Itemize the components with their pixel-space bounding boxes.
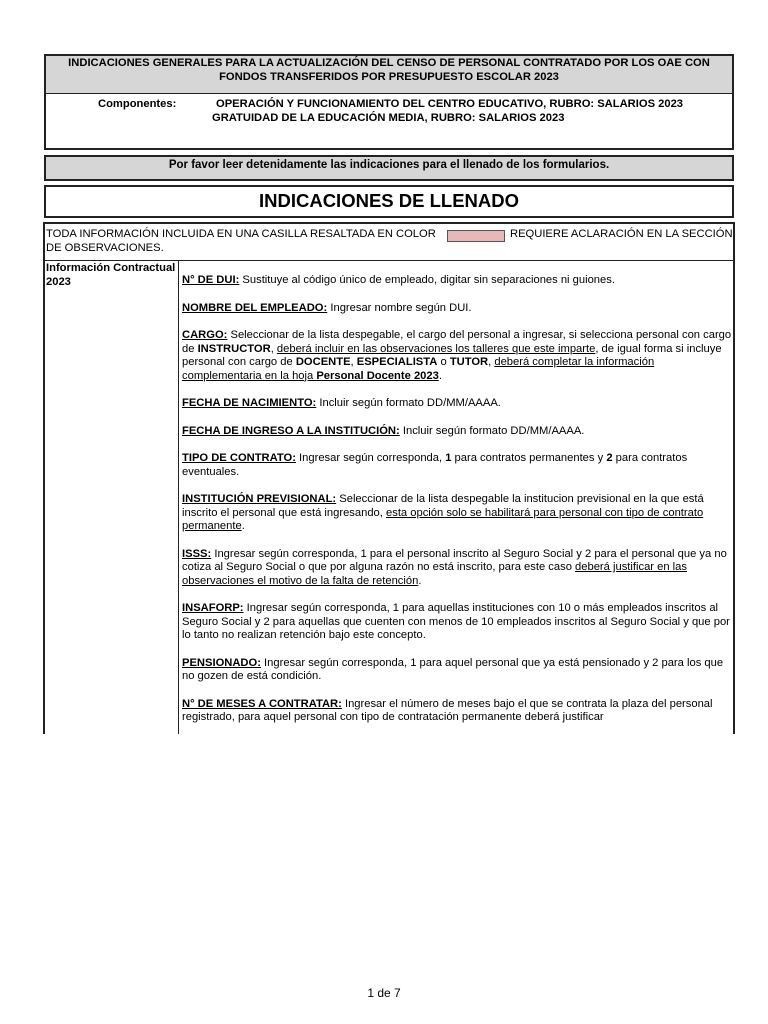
instructions-list (182, 274, 734, 734)
item-cargo (182, 329, 734, 383)
componente-1: OPERACIÓN Y FUNCIONAMIENTO DEL CENTRO EDUCATIVO, RUBRO: SALARIOS 2023 (216, 98, 684, 110)
page-number: 1 de 7 (367, 986, 401, 1000)
item-insaforp (182, 602, 734, 643)
item-cargo-label: CARGO: (182, 329, 228, 341)
item-pensionado-label: PENSIONADO: (182, 656, 261, 669)
item-ingreso-text: Incluir según formato DD/MM/AAAA. (399, 424, 585, 437)
item-isss-label: ISSS: (182, 547, 212, 560)
item-cargo-text: , (488, 356, 495, 368)
item-dui-text: Sustituye al código único de empleado, digitar sin separaciones ni guiones. (239, 274, 615, 286)
section-label: Información Contractual 2023 (46, 262, 176, 288)
cargo-tutor: TUTOR (449, 356, 489, 368)
instructions-table (43, 222, 735, 734)
item-nombre-text: Ingresar nombre según DUI. (327, 301, 472, 314)
column-divider (178, 260, 179, 734)
item-contrato-text: para contratos permanentes y (451, 452, 607, 464)
item-nombre (182, 302, 734, 316)
item-nacimiento-text: Incluir según formato DD/MM/AAAA. (316, 397, 501, 409)
cargo-note-1: deberá incluir en las observaciones los talleres que este imparte (276, 342, 596, 355)
componentes-label: Componentes: (98, 98, 177, 110)
highlight-note-text: TODA INFORMACIÓN INCLUIDA EN UNA CASILLA RESALTADA EN COLOR (46, 228, 436, 240)
item-contrato-text: para contratos eventuales. (182, 452, 688, 478)
item-cargo-text: Seleccionar de la lista despegable, el cargo del personal a ingresar, si selecciona personal con cargo de (182, 329, 732, 355)
item-nombre-label: NOMBRE DEL EMPLEADO: (182, 301, 328, 314)
item-isss-text: . (418, 574, 422, 587)
item-contrato-label: TIPO DE CONTRATO: (182, 452, 296, 464)
item-meses-label: N° DE MESES A CONTRATAR: (182, 697, 342, 710)
item-isss (182, 548, 734, 589)
cargo-especialista: ESPECIALISTA (356, 356, 438, 368)
item-isss-text: Ingresar según corresponda, 1 para el personal inscrito al Seguro Social y 2 para el personal que ya no cotiza al Seguro Social o que por alguna razón no está inscrito, para este caso (182, 547, 727, 573)
item-nacimiento (182, 397, 734, 411)
item-cargo-text: . (438, 369, 442, 382)
item-cargo-text: , de igual forma si incluye personal con cargo de (182, 342, 722, 368)
item-dui-label: N° DE DUI: (182, 274, 240, 286)
cargo-note-2: deberá completar la información complementaria en la hoja (182, 356, 655, 382)
item-meses (182, 698, 734, 725)
item-previsional-text: Seleccionar de la lista despegable la institucion previsional en la que está inscrito el personal que está ingresando, (182, 493, 704, 519)
cargo-docente: DOCENTE (295, 356, 351, 368)
cargo-sheet-name: Personal Docente 2023 (316, 369, 439, 382)
contrato-value-1: 1 (445, 452, 452, 464)
header-box (44, 54, 734, 150)
item-insaforp-text: Ingresar según corresponda, 1 para aquellas instituciones con 10 o más empleados inscritos al Seguro Social y 2 para aquellas que cuenten con menos de 10 empleados inscritos al Seguro Social y que por lo tanto no realizan retención bajo este concepto. (182, 602, 730, 641)
item-meses-text: Ingresar el número de meses bajo el que se contrata la plaza del personal registrado, para aquel personal con tipo de contratación permanente deberá justificar (182, 697, 713, 723)
highlight-color-swatch (447, 230, 505, 242)
cargo-instructor: INSTRUCTOR (197, 342, 271, 355)
row-divider (45, 260, 733, 261)
item-cargo-text: , (270, 342, 277, 355)
componente-2: GRATUIDAD DE LA EDUCACIÓN MEDIA, RUBRO: SALARIOS 2023 (212, 112, 565, 124)
item-cargo-text: o (437, 356, 450, 368)
highlight-note-text-2: REQUIERE ACLARACIÓN EN LA SECCIÓN (510, 228, 733, 240)
item-previsional-text: . (241, 520, 245, 532)
notice-banner: Por favor leer detenidamente las indicaciones para el llenado de los formularios. (44, 155, 734, 181)
isss-note: deberá justificar en las observaciones el motivo de la falta de retención (182, 561, 687, 587)
indicaciones-title: INDICACIONES DE LLENADO (44, 185, 734, 218)
previsional-note: esta opción solo se habilitará para personal con tipo de contrato permanente (182, 506, 704, 532)
item-contrato (182, 452, 734, 479)
item-pensionado (182, 657, 734, 684)
document-title: INDICACIONES GENERALES PARA LA ACTUALIZACIÓN DEL CENSO DE PERSONAL CONTRATADO POR LOS OAE CON FONDOS TRANSFERIDOS POR PRESUPUESTO ESCOLAR 2023 (46, 56, 732, 94)
item-nacimiento-label: FECHA DE NACIMIENTO: (182, 397, 317, 409)
highlight-note-text-3: DE OBSERVACIONES. (46, 241, 164, 254)
item-contrato-text: Ingresar según corresponda, (295, 452, 446, 464)
item-cargo-text: , (350, 356, 357, 368)
item-insaforp-label: INSAFORP: (182, 602, 244, 614)
item-dui (182, 274, 734, 288)
item-previsional-label: INSTITUCIÓN PREVISIONAL: (182, 493, 337, 505)
item-previsional (182, 493, 734, 534)
contrato-value-2: 2 (606, 452, 613, 464)
item-ingreso-label: FECHA DE INGRESO A LA INSTITUCIÓN: (182, 424, 400, 437)
item-ingreso (182, 425, 734, 439)
item-pensionado-text: Ingresar según corresponda, 1 para aquel personal que ya está pensionado y 2 para los que no gozen de está condición. (182, 656, 724, 682)
